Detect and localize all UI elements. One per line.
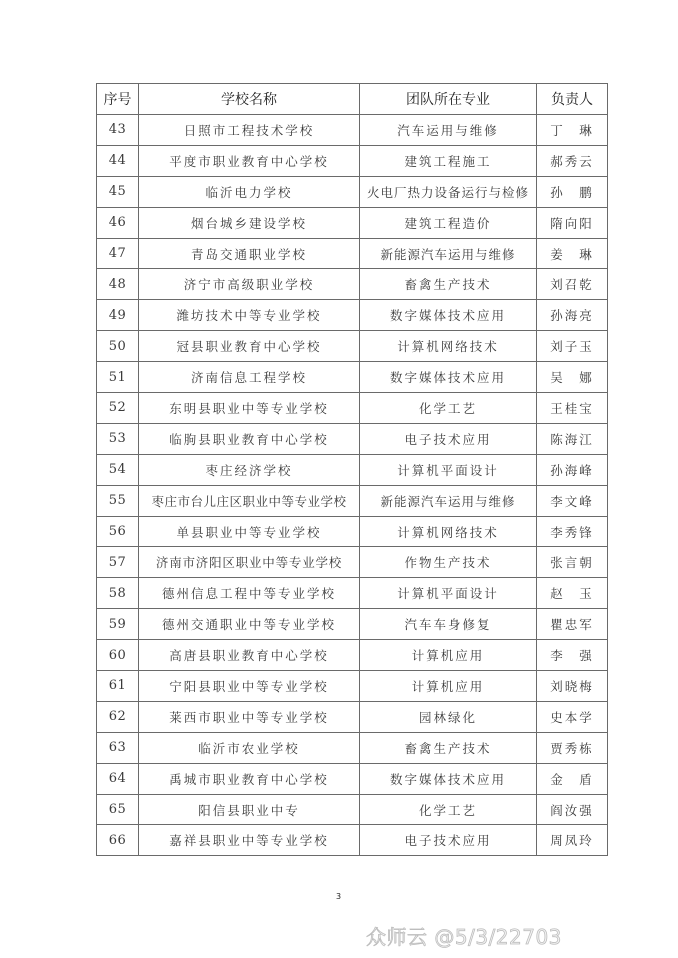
table-row (97, 609, 608, 640)
table-row (97, 732, 608, 763)
page-number: 3 (336, 892, 342, 901)
cell-leader: 姜 琳 (537, 238, 608, 269)
school-team-table (96, 83, 608, 856)
cell-school-name: 东明县职业中等专业学校 (139, 393, 360, 424)
table-row (97, 393, 608, 424)
cell-serial-number: 60 (97, 640, 139, 671)
table-row (97, 640, 608, 671)
header-serial-number: 序号 (97, 84, 139, 115)
cell-school-name: 临沂市农业学校 (139, 732, 360, 763)
table-row (97, 701, 608, 732)
cell-serial-number: 46 (97, 207, 139, 238)
table-row (97, 825, 608, 856)
table-row (97, 547, 608, 578)
cell-school-name: 济南市济阳区职业中等专业学校 (139, 547, 360, 578)
cell-school-name: 枣庄经济学校 (139, 454, 360, 485)
table-row (97, 269, 608, 300)
cell-team-major: 计算机网络技术 (360, 516, 537, 547)
cell-serial-number: 65 (97, 794, 139, 825)
cell-leader: 金 盾 (537, 763, 608, 794)
cell-serial-number: 50 (97, 331, 139, 362)
table-row (97, 794, 608, 825)
cell-leader: 李文峰 (537, 485, 608, 516)
cell-school-name: 临沂电力学校 (139, 176, 360, 207)
cell-school-name: 济宁市高级职业学校 (139, 269, 360, 300)
header-leader: 负责人 (537, 84, 608, 115)
table-row (97, 300, 608, 331)
cell-team-major: 汽车车身修复 (360, 609, 537, 640)
cell-school-name: 德州交通职业中等专业学校 (139, 609, 360, 640)
cell-serial-number: 56 (97, 516, 139, 547)
table-row (97, 176, 608, 207)
cell-leader: 李 强 (537, 640, 608, 671)
cell-leader: 孙海亮 (537, 300, 608, 331)
cell-serial-number: 53 (97, 423, 139, 454)
cell-school-name: 青岛交通职业学校 (139, 238, 360, 269)
cell-school-name: 高唐县职业教育中心学校 (139, 640, 360, 671)
cell-team-major: 畜禽生产技术 (360, 732, 537, 763)
cell-school-name: 德州信息工程中等专业学校 (139, 578, 360, 609)
cell-leader: 史本学 (537, 701, 608, 732)
table-row (97, 578, 608, 609)
cell-school-name: 禹城市职业教育中心学校 (139, 763, 360, 794)
cell-team-major: 畜禽生产技术 (360, 269, 537, 300)
cell-school-name: 平度市职业教育中心学校 (139, 145, 360, 176)
cell-team-major: 数字媒体技术应用 (360, 763, 537, 794)
cell-team-major: 火电厂热力设备运行与检修 (360, 176, 537, 207)
cell-leader: 郝秀云 (537, 145, 608, 176)
cell-leader: 周凤玲 (537, 825, 608, 856)
cell-leader: 赵 玉 (537, 578, 608, 609)
cell-leader: 孙海峰 (537, 454, 608, 485)
table-row (97, 331, 608, 362)
cell-serial-number: 61 (97, 671, 139, 702)
cell-team-major: 电子技术应用 (360, 423, 537, 454)
cell-team-major: 建筑工程施工 (360, 145, 537, 176)
table-row (97, 671, 608, 702)
cell-serial-number: 44 (97, 145, 139, 176)
cell-school-name: 宁阳县职业中等专业学校 (139, 671, 360, 702)
cell-serial-number: 51 (97, 362, 139, 393)
table-row (97, 423, 608, 454)
cell-school-name: 日照市工程技术学校 (139, 115, 360, 146)
cell-serial-number: 54 (97, 454, 139, 485)
cell-team-major: 计算机网络技术 (360, 331, 537, 362)
cell-leader: 陈海江 (537, 423, 608, 454)
header-team-major: 团队所在专业 (360, 84, 537, 115)
cell-leader: 瞿忠军 (537, 609, 608, 640)
table-row (97, 516, 608, 547)
cell-serial-number: 62 (97, 701, 139, 732)
cell-school-name: 冠县职业教育中心学校 (139, 331, 360, 362)
cell-school-name: 临朐县职业教育中心学校 (139, 423, 360, 454)
cell-serial-number: 63 (97, 732, 139, 763)
cell-leader: 贾秀栋 (537, 732, 608, 763)
cell-serial-number: 48 (97, 269, 139, 300)
table-header-row (97, 84, 608, 115)
table-body (97, 115, 608, 856)
cell-team-major: 计算机平面设计 (360, 454, 537, 485)
table-row (97, 238, 608, 269)
cell-school-name: 济南信息工程学校 (139, 362, 360, 393)
table-row (97, 485, 608, 516)
cell-serial-number: 59 (97, 609, 139, 640)
cell-team-major: 新能源汽车运用与维修 (360, 485, 537, 516)
cell-serial-number: 43 (97, 115, 139, 146)
cell-school-name: 潍坊技术中等专业学校 (139, 300, 360, 331)
cell-school-name: 莱西市职业中等专业学校 (139, 701, 360, 732)
cell-team-major: 数字媒体技术应用 (360, 362, 537, 393)
cell-school-name: 烟台城乡建设学校 (139, 207, 360, 238)
cell-serial-number: 58 (97, 578, 139, 609)
cell-school-name: 阳信县职业中专 (139, 794, 360, 825)
cell-leader: 阎汝强 (537, 794, 608, 825)
cell-serial-number: 52 (97, 393, 139, 424)
cell-team-major: 新能源汽车运用与维修 (360, 238, 537, 269)
watermark: 众师云 @5/3/22703 (366, 925, 562, 949)
cell-school-name: 嘉祥县职业中等专业学校 (139, 825, 360, 856)
table-row (97, 207, 608, 238)
cell-leader: 张言朝 (537, 547, 608, 578)
cell-serial-number: 66 (97, 825, 139, 856)
cell-leader: 孙 鹏 (537, 176, 608, 207)
cell-school-name: 单县职业中等专业学校 (139, 516, 360, 547)
cell-team-major: 数字媒体技术应用 (360, 300, 537, 331)
cell-serial-number: 47 (97, 238, 139, 269)
cell-team-major: 建筑工程造价 (360, 207, 537, 238)
cell-team-major: 电子技术应用 (360, 825, 537, 856)
table-row (97, 362, 608, 393)
cell-team-major: 计算机平面设计 (360, 578, 537, 609)
cell-team-major: 园林绿化 (360, 701, 537, 732)
table-row (97, 454, 608, 485)
cell-leader: 隋向阳 (537, 207, 608, 238)
cell-serial-number: 45 (97, 176, 139, 207)
table-row (97, 145, 608, 176)
cell-team-major: 计算机应用 (360, 640, 537, 671)
cell-serial-number: 64 (97, 763, 139, 794)
cell-leader: 李秀锋 (537, 516, 608, 547)
cell-leader: 刘子玉 (537, 331, 608, 362)
cell-team-major: 化学工艺 (360, 393, 537, 424)
cell-serial-number: 55 (97, 485, 139, 516)
table-row (97, 763, 608, 794)
cell-leader: 吴 娜 (537, 362, 608, 393)
cell-team-major: 汽车运用与维修 (360, 115, 537, 146)
cell-serial-number: 49 (97, 300, 139, 331)
cell-school-name: 枣庄市台儿庄区职业中等专业学校 (139, 485, 360, 516)
cell-serial-number: 57 (97, 547, 139, 578)
cell-leader: 王桂宝 (537, 393, 608, 424)
cell-team-major: 作物生产技术 (360, 547, 537, 578)
cell-leader: 刘召乾 (537, 269, 608, 300)
cell-team-major: 化学工艺 (360, 794, 537, 825)
header-school-name: 学校名称 (139, 84, 360, 115)
cell-team-major: 计算机应用 (360, 671, 537, 702)
cell-leader: 丁 琳 (537, 115, 608, 146)
table-row (97, 115, 608, 146)
cell-leader: 刘晓梅 (537, 671, 608, 702)
